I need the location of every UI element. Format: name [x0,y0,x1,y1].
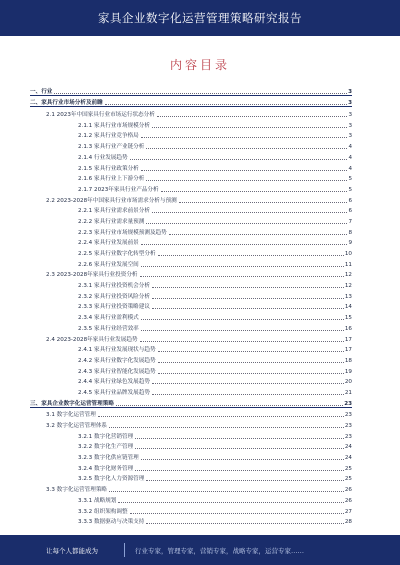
toc-leader-dots [152,298,344,299]
toc-entry[interactable] [30,429,352,440]
toc-leader-dots [140,341,344,342]
toc-entry-label: 2.3.3 家具行业投资策略建议 [78,304,150,311]
toc-leader-dots [158,255,344,256]
toc-leader-dots [141,137,348,138]
toc-entry[interactable] [30,440,352,451]
toc-entry-label: 2.2.3 家具行业市场规模预测及趋势 [78,229,167,236]
toc-leader-dots [141,459,344,460]
toc-entry-label: 2.3.2 家具行业投资风险分析 [78,293,150,300]
toc-entry-page: 18 [344,357,352,364]
toc-entry-label: 2.2.6 家具行业发展空间 [78,261,139,268]
toc-entry[interactable] [30,408,352,419]
toc-entry-label: 3.3 数字化运营管理策略 [46,487,108,494]
toc-entry-page: 3 [348,133,352,140]
toc-entry[interactable] [30,493,352,504]
toc-entry[interactable] [30,385,352,396]
toc-leader-dots [105,104,347,105]
toc-entry-page: 9 [348,240,352,247]
toc-entry[interactable] [30,118,352,129]
toc-entry-label: 2.1.4 行业发展趋势 [78,154,128,161]
toc-entry-label: 3.3.3 数据驱动与决策支持 [78,519,145,526]
toc-entry-page: 3 [348,88,352,95]
toc-leader-dots [179,202,348,203]
toc-leader-dots [152,127,347,128]
toc-entry-page: 17 [344,336,352,343]
toc-leader-dots [152,287,344,288]
toc-leader-dots [141,170,348,171]
toc-heading: 内容目录 [169,58,230,72]
toc-entry-label: 2.3 2023-2028年家具行业投资分析 [46,272,138,279]
toc-entry[interactable] [30,375,352,386]
toc-entry-label: 二、家具行业市场分析及前瞻 [30,100,103,107]
toc-entry-label: 3.3.1 战略规划 [78,497,117,504]
toc-entry[interactable] [30,129,352,140]
toc-leader-dots [140,276,344,277]
toc-entry[interactable] [30,343,352,354]
toc-entry[interactable] [30,332,352,343]
toc-entry[interactable] [30,450,352,461]
toc-entry-label: 2.4.4 家具行业绿色发展趋势 [78,379,150,386]
toc-entry-page: 6 [348,208,352,215]
toc-leader-dots [157,116,348,117]
toc-entry-label: 2.4.5 家具行业品牌发展趋势 [78,389,150,396]
toc-entry-page: 26 [344,497,352,504]
toc-entry-label: 2.1.1 家具行业市场规模分析 [78,122,150,129]
toc-entry-label: 2.1 2023年中国家具行业市场运行状态分析 [46,112,155,119]
footer-divider [124,543,125,557]
toc-entry-label: 2.3.5 家具行业经营效率 [78,325,139,332]
header-bar [0,0,400,36]
toc-entry-page: 23 [344,412,352,419]
toc-entry-page: 13 [344,293,352,300]
toc-leader-dots [152,394,344,395]
toc-entry-page: 24 [344,444,352,451]
footer-slogan: 让每个人都能成为 [46,546,98,555]
toc-entry-page: 16 [344,325,352,332]
toc-leader-dots [158,351,344,352]
toc-entry-label: 3.2.3 数字化供应链管理 [78,455,139,462]
toc-leader-dots [109,427,344,428]
toc-entry[interactable] [30,225,352,236]
toc-leader-dots [141,330,344,331]
toc-leader-dots [152,308,344,309]
toc-entry-page: 4 [348,144,352,151]
toc-entry-page: 8 [348,229,352,236]
toc-entry[interactable] [30,472,352,483]
toc-leader-dots [109,491,344,492]
toc-entry-page: 23 [344,400,352,407]
toc-entry-page: 28 [344,519,352,526]
toc-entry-page: 19 [344,368,352,375]
toc-entry[interactable] [30,257,352,268]
toc-entry-page: 7 [348,218,352,225]
toc-entry-label: 2.2.2 家具行业需求量预测 [78,218,145,225]
toc-entry-label: 3.1 数字化运营管理 [46,412,96,419]
toc-leader-dots [161,191,348,192]
toc-entry-page: 26 [344,487,352,494]
toc-entry-label: 2.1.6 家具行业上下游分析 [78,176,145,183]
toc-entry-label: 一、行业 [30,88,53,95]
toc-leader-dots [116,405,343,406]
toc-entry-label: 3.2.1 数字化营销管理 [78,433,134,440]
toc-entry-label: 2.2.4 家具行业发展前景 [78,240,139,247]
toc-entry[interactable] [30,504,352,515]
toc-entry-label: 2.4 2023-2028年家具行业发展趋势 [46,336,138,343]
toc-entry[interactable] [30,353,352,364]
toc-leader-dots [135,448,344,449]
toc-entry-page: 12 [344,283,352,290]
toc-leader-dots [158,373,344,374]
toc-entry[interactable] [30,107,352,118]
toc-leader-dots [141,266,344,267]
toc-entry-label: 2.4.2 家具行业数字化发展趋势 [78,357,156,364]
footer-bar [0,535,400,565]
toc-entry[interactable] [30,193,352,204]
toc-entry[interactable] [30,161,352,172]
toc-entry-page: 20 [344,379,352,386]
toc-entry[interactable] [30,172,352,183]
toc-leader-dots [130,513,344,514]
toc-leader-dots [118,502,343,503]
toc-entry-page: 25 [344,476,352,483]
toc-entry-page: 15 [344,315,352,322]
toc-leader-dots [130,159,348,160]
toc-entry[interactable] [30,84,352,96]
toc-leader-dots [146,148,347,149]
toc-entry-page: 6 [348,197,352,204]
toc-entry-page: 3 [348,122,352,129]
toc-entry-label: 2.1.7 2023年家具行业产品分析 [78,186,159,193]
document-title: 家具企业数字化运营管理策略研究报告 [98,11,302,25]
toc-entry[interactable] [30,482,352,493]
toc-entry[interactable] [30,139,352,150]
toc-entry[interactable] [30,182,352,193]
toc-entry-label: 3.2.4 数字化财务管理 [78,465,134,472]
toc-leader-dots [54,93,347,94]
toc-entry-page: 23 [344,433,352,440]
toc-entry-page: 4 [348,165,352,172]
toc-leader-dots [146,180,347,181]
toc-entry[interactable] [30,515,352,526]
toc-leader-dots [146,223,347,224]
toc-entry-label: 2.4.3 家具行业智能化发展趋势 [78,368,156,375]
toc-entry[interactable] [30,204,352,215]
toc-entry-label: 三、家具企业数字化运营管理策略 [30,400,114,407]
toc-entry-label: 3.2.5 数字化人力资源管理 [78,476,145,483]
toc-entry-page: 5 [348,186,352,193]
toc-entry-label: 2.2 2023-2028年中国家具行业市场需求分析与预测 [46,197,177,204]
toc-leader-dots [152,383,344,384]
toc-entry-page: 5 [348,176,352,183]
toc-entry-label: 3.3.2 组织架构调整 [78,508,128,515]
toc-entry-label: 2.1.5 家具行业政策分析 [78,165,139,172]
toc-leader-dots [141,319,344,320]
toc-entry-page: 27 [344,508,352,515]
toc-entry[interactable] [30,236,352,247]
toc-entry-label: 2.3.4 家具行业盈利模式 [78,315,139,322]
toc-entry[interactable] [30,268,352,279]
toc-leader-dots [146,480,344,481]
toc-entry-label: 3.2 数字化运营管理体系 [46,423,108,429]
toc-leader-dots [141,244,348,245]
toc-entry-label: 2.2.1 家具行业需求前景分析 [78,208,150,215]
toc-entry[interactable] [30,396,352,408]
toc-leader-dots [152,212,347,213]
toc-leader-dots [169,234,348,235]
toc-entry[interactable] [30,310,352,321]
toc-entry-page: 12 [344,272,352,279]
toc-entry-page: 14 [344,304,352,311]
toc-entry[interactable] [30,150,352,161]
toc-entry-page: 3 [348,112,352,119]
toc-entry[interactable] [30,96,352,108]
toc-entry-page: 10 [344,251,352,257]
toc-entry-page: 23 [344,423,352,429]
toc-entry[interactable] [30,364,352,375]
toc-leader-dots [158,362,344,363]
toc-entry-label: 2.1.2 家具行业竞争格局 [78,133,139,140]
toc-leader-dots [135,438,344,439]
footer-tagline: 行业专家，管理专家，营销专家，战略专家，运营专家…… [135,546,304,555]
toc-entry-label: 3.2.2 数字化生产管理 [78,444,134,451]
toc-entry-label: 2.3.1 家具行业投资机会分析 [78,283,150,290]
toc-entry[interactable] [30,289,352,300]
toc-entry[interactable] [30,214,352,225]
toc-entry-page: 4 [348,154,352,161]
toc-entry-page: 3 [348,100,352,107]
toc-entry[interactable] [30,461,352,472]
toc-entry[interactable] [30,321,352,332]
toc-entry-page: 11 [344,261,352,268]
toc-entry-page: 24 [344,455,352,462]
toc-entry-page: 21 [344,389,352,396]
toc-entry[interactable] [30,246,352,257]
toc-entry[interactable] [30,418,352,429]
toc-entry-label: 2.4.1 家具行业发展现状与趋势 [78,347,156,354]
toc-leader-dots [135,470,344,471]
toc-entry[interactable] [30,300,352,311]
toc-entry[interactable] [30,278,352,289]
toc-leader-dots [146,523,344,524]
toc-entry-label: 2.1.3 家具行业产业链分析 [78,144,145,151]
toc-entry-label: 2.2.5 家具行业数字化转型分析 [78,251,156,257]
table-of-contents [30,84,352,525]
toc-entry-page: 17 [344,347,352,354]
toc-entry-page: 25 [344,465,352,472]
toc-leader-dots [98,416,344,417]
